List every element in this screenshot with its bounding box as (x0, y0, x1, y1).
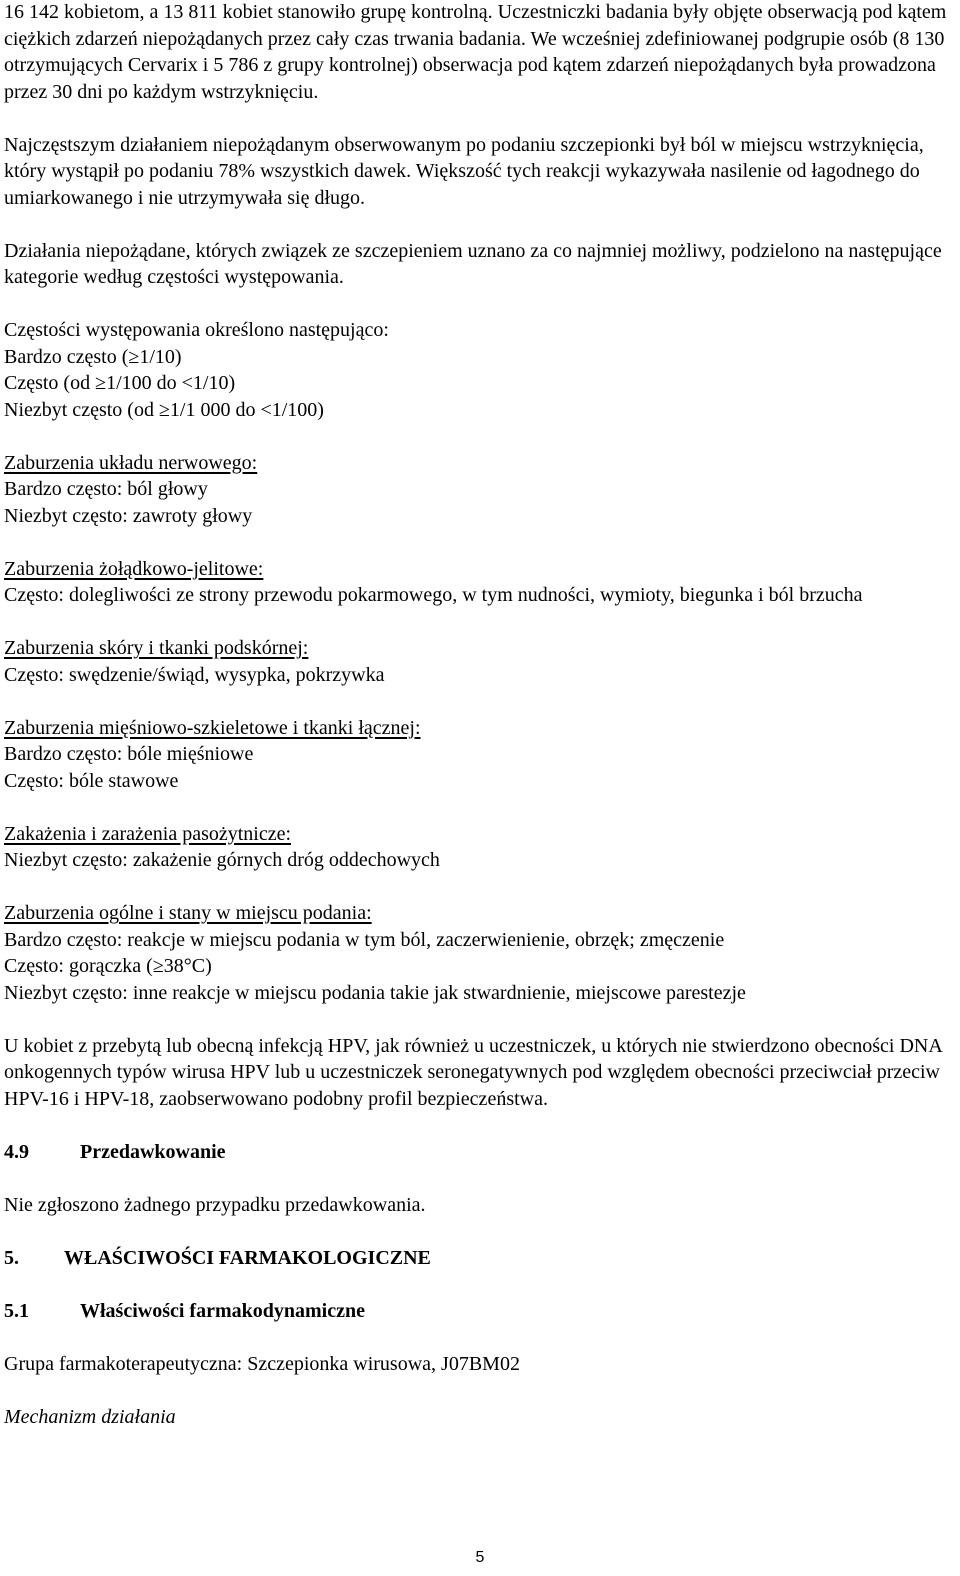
category-title: Zaburzenia skóry i tkanki podskórnej: (4, 637, 309, 659)
intro-paragraph-1: 16 142 kobietom, a 13 811 kobiet stanowiło grupę kontrolną. Uczestniczki badania były objęte obserwacją pod kątem ciężkich zdarzeń niepożądanych przez cały czas trwania badania. We wcześniej zdefiniowanej podgrupie osób (8 130 otrzymujących Cervarix i 5 786 z grupy kontrolnej) obserwacja pod kątem zdarzeń niepożądanych była prowadzona przez 30 dni po każdym wstrzyknięciu. (4, 1, 947, 103)
category-line: Niezbyt często: zawroty głowy (4, 504, 253, 527)
category-nervous-system (4, 450, 954, 530)
section-4-9-heading (4, 1139, 954, 1166)
section-number: 5. (4, 1246, 19, 1269)
frequency-intro: Częstości występowania określono następująco: (4, 319, 389, 341)
section-title: WŁAŚCIWOŚCI FARMAKOLOGICZNE (64, 1246, 431, 1269)
section-number: 4.9 (4, 1140, 29, 1163)
category-gastrointestinal (4, 556, 954, 609)
category-title: Zaburzenia ogólne i stany w miejscu podania: (4, 902, 372, 924)
category-line: Często: gorączka (≥38°C) (4, 955, 212, 977)
category-title: Zaburzenia żołądkowo-jelitowe: (4, 557, 264, 580)
category-infections (4, 821, 954, 874)
category-title: Zaburzenia układu nerwowego: (4, 451, 258, 474)
frequency-common: Często (od ≥1/100 do <1/10) (4, 372, 236, 394)
category-title: Zakażenia i zarażenia pasożytnicze: (4, 822, 292, 845)
category-general-disorders (4, 900, 954, 1006)
frequency-very-common: Bardzo często (≥1/10) (4, 345, 182, 368)
frequency-definitions (4, 317, 954, 423)
category-title: Zaburzenia mięśniowo-szkieletowe i tkanki łącznej: (4, 716, 421, 739)
category-line: Niezbyt często: inne reakcje w miejscu podania takie jak stwardnienie, miejscowe parestezje (4, 981, 746, 1004)
pharmacotherapeutic-group: Grupa farmakoterapeutyczna: Szczepionka wirusowa, J07BM02 (4, 1352, 520, 1375)
category-line: Niezbyt często: zakażenie górnych dróg oddechowych (4, 849, 440, 871)
page-number: 5 (475, 1549, 485, 1566)
section-title: Właściwości farmakodynamiczne (80, 1299, 365, 1322)
overdose-text: Nie zgłoszono żadnego przypadku przedawkowania. (4, 1193, 426, 1216)
intro-paragraph-3: Działania niepożądane, których związek ze szczepieniem uznano za co najmniej możliwy, podzielono na następujące kategorie według częstości występowania. (4, 239, 942, 288)
category-line: Bardzo często: ból głowy (4, 478, 208, 500)
category-line: Bardzo często: reakcje w miejscu podania w tym ból, zaczerwienienie, obrzęk; zmęczenie (4, 928, 725, 951)
category-line: Często: swędzenie/świąd, wysypka, pokrzywka (4, 663, 385, 686)
document-page (4, 0, 954, 1457)
category-line: Często: bóle stawowe (4, 769, 179, 792)
section-number: 5.1 (4, 1299, 29, 1322)
category-line: Często: dolegliwości ze strony przewodu pokarmowego, w tym nudności, wymioty, biegunka i ból brzucha (4, 584, 863, 606)
category-line: Bardzo często: bóle mięśniowe (4, 743, 254, 765)
frequency-uncommon: Niezbyt często (od ≥1/1 000 do <1/100) (4, 398, 324, 421)
intro-paragraph-2: Najczęstszym działaniem niepożądanym obserwowanym po podaniu szczepionki był ból w miejscu wstrzyknięcia, który wystąpił po podaniu 78% wszystkich dawek. Większość tych reakcji wykazywała nasilenie od łagodnego do umiarkowanego i nie utrzymywała się długo. (4, 133, 924, 209)
section-5-heading (4, 1245, 954, 1272)
category-skin (4, 635, 954, 688)
section-title: Przedawkowanie (80, 1140, 226, 1163)
mechanism-subheading: Mechanizm działania (4, 1405, 176, 1428)
category-musculoskeletal (4, 715, 954, 795)
section-5-1-heading (4, 1298, 954, 1325)
hpv-paragraph: U kobiet z przebytą lub obecną infekcją HPV, jak również u uczestniczek, u których nie stwierdzono obecności DNA onkogennych typów wirusa HPV lub u uczestniczek seronegatywnych pod względem obecności przeciwciał przeciw HPV-16 i HPV-18, zaobserwowano podobny profil bezpieczeństwa. (4, 1034, 942, 1110)
